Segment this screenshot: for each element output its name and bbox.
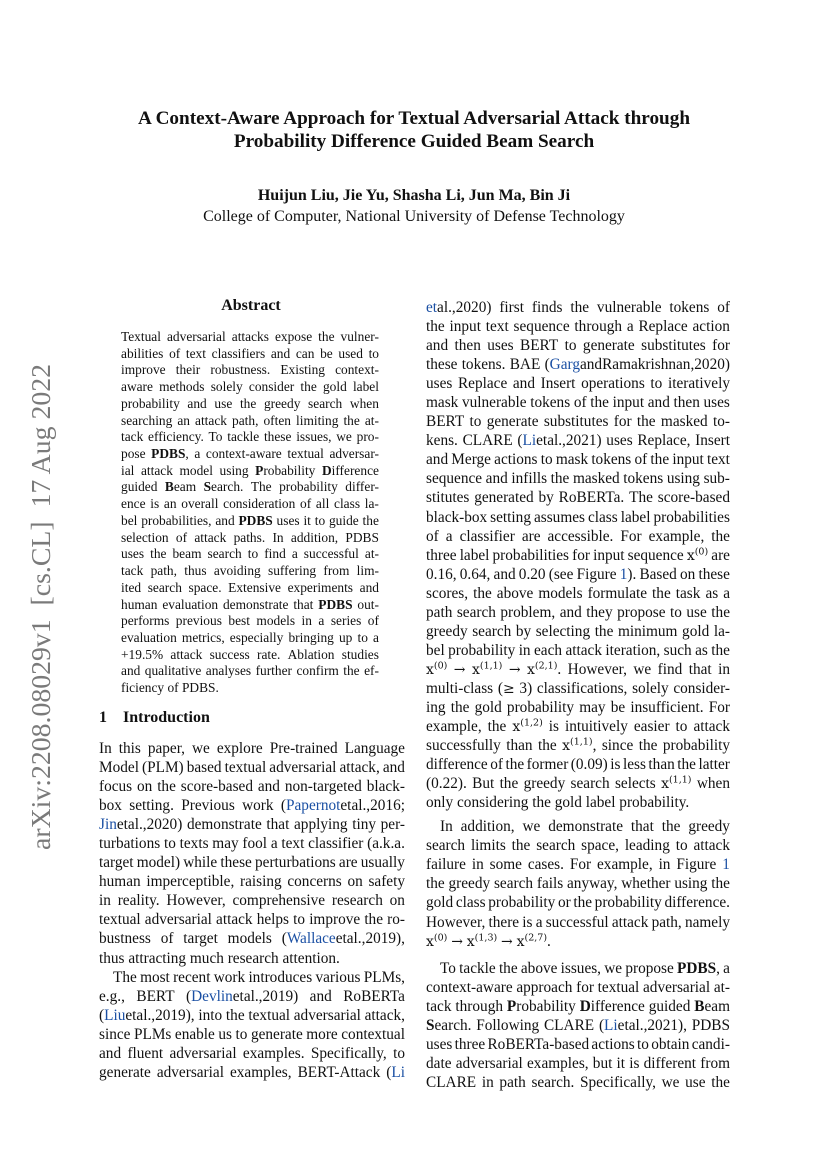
text-line: BERT to generate substitutes for the masked to- — [426, 413, 730, 431]
text-line: search limits the search space, leading to attack — [426, 837, 730, 855]
text-line: Model (PLM) based textual adversarial attack, and — [99, 759, 405, 777]
text-line: pose PDBS, a context-aware textual adversar- — [121, 446, 379, 462]
text-line: improve their robustness. Existing context- — [121, 362, 379, 378]
text-line: stitutes generated by RoBERTa. The score-based — [426, 489, 730, 507]
text-line: sequence and infills the masked tokens using sub- — [426, 470, 730, 488]
text-line: bustness of target models (Wallaceetal.,2019), — [99, 930, 405, 948]
text-line: In this paper, we explore Pre-trained Language — [99, 740, 405, 757]
text-line: and qualitative analyses further confirm the ef- — [121, 663, 379, 679]
text-line: black-box setting assumes class label probabilities — [426, 508, 730, 526]
text-line: e.g., BERT (Devlinetal.,2019) and RoBERTa — [99, 987, 405, 1005]
text-line: CLARE in path search. Specifically, we use the — [426, 1073, 730, 1091]
text-line: context-aware approach for textual adversarial at- — [426, 978, 730, 996]
text-line: and then uses BERT to generate substitutes for — [426, 337, 730, 355]
arxiv-stamp — [8, 362, 66, 852]
text-line: However, there is a successful attack path, namely — [426, 913, 730, 931]
intro-right-column — [426, 298, 730, 1092]
text-line: ficiency of PDBS. — [121, 680, 219, 696]
text-line: target model) while these perturbations are usually — [99, 854, 405, 872]
author-list: Huijun Liu, Jie Yu, Shasha Li, Jun Ma, Bin Ji — [257, 187, 571, 204]
text-line: and Merge actions to mask tokens of the input text — [426, 451, 730, 469]
text-line: +19.5% attack success rate. Ablation studies — [121, 646, 379, 662]
text-line: failure in some cases. For example, in Figure 1 — [426, 856, 730, 874]
arxiv-stamp-text: arXiv:2208.08029v1 [cs.CL] 17 Aug 2022 — [25, 368, 56, 850]
text-line: thus attracting much research attention. — [99, 949, 340, 967]
text-line: 0.16, 0.64, and 0.20 (see Figure 1). Based on these — [426, 565, 730, 583]
text-line: these tokens. BAE (GargandRamakrishnan,2020) — [426, 356, 730, 374]
text-line: multi-class (≥ 3) classifications, solely consider- — [426, 679, 730, 697]
text-line: the input text sequence through a Replace action — [426, 318, 730, 336]
text-line: $x^{(0)}$ → $x^{(1,1)}$ → $x^{(2,1)}$. However, we find that in — [426, 660, 730, 678]
text-line: probability and use the greedy search when — [121, 395, 379, 411]
text-line: $x^{(0)} \to x^{(1,3)} \to x^{(2,7)}$. — [426, 931, 551, 950]
text-line: Jinetal.,2020) demonstrate that applying tiny per- — [99, 816, 405, 834]
text-line: In addition, we demonstrate that the greedy — [440, 818, 730, 836]
affiliation: College of Computer, National University of Defense Technology — [203, 208, 625, 225]
text-line: date adversarial examples, but it is different from — [426, 1054, 730, 1072]
text-line: etal.,2020) first finds the vulnerable tokens of — [426, 299, 730, 316]
text-line: Search. Following CLARE (Lietal.,2021), PDBS — [426, 1016, 730, 1034]
text-line: selection of attack paths. In addition, PDBS — [121, 529, 379, 545]
section-number: 1 — [99, 709, 107, 726]
text-line: tack through Probability Difference guided Beam — [426, 997, 730, 1015]
text-line: kens. CLARE (Lietal.,2021) uses Replace, Insert — [426, 432, 730, 450]
text-line: ial attack model using Probability Difference — [121, 462, 379, 478]
arxiv-stamp-graphic — [8, 362, 66, 852]
text-line: successfully than the $x^{(1,1)}$, since the probability — [426, 736, 730, 755]
text-line: example, the $x^{(1,2)}$ is intuitively easier to attack — [426, 717, 730, 736]
text-line: To tackle the above issues, we propose PDBS, a — [440, 959, 730, 977]
text-line: searching an attack path, often limiting the at- — [121, 412, 379, 428]
paper-title — [60, 107, 768, 153]
text-line: human evaluation demonstrate that PDBS out- — [121, 596, 379, 612]
text-line: difference of the former (0.09) is less than the latter — [426, 756, 730, 774]
text-line: generate adversarial examples, BERT-Attack (Li — [99, 1063, 405, 1081]
text-line: performs previous best models in a series of — [121, 613, 379, 629]
text-line: (Liuetal.,2019), into the textual adversarial attack, — [99, 1006, 405, 1024]
text-line: focus on the score-based and non-targeted black- — [99, 778, 405, 796]
abstract-body — [121, 329, 379, 697]
text-line: evaluation metrics, especially bringing up to a — [121, 629, 379, 645]
text-line: greedy search by selecting the minimum gold la- — [426, 622, 730, 640]
text-line: since PLMs enable us to generate more contextual — [99, 1025, 405, 1043]
abstract-heading: Abstract — [221, 297, 281, 314]
text-line: scores, the above models formulate the task as a — [426, 584, 730, 602]
text-line: ited search space. Extensive experiments and — [121, 579, 379, 595]
text-line: three label probabilities for input sequence $x^{(0)}$ are — [426, 545, 730, 564]
text-line: ing the gold probability may be insufficient. For — [426, 698, 730, 716]
text-line: textual adversarial attack helps to improve the ro- — [99, 911, 405, 929]
text-line: turbations to texts may fool a text classifier (a.k.a. — [99, 835, 405, 853]
text-line: gold class probability or the probability difference. — [426, 894, 730, 912]
text-line: The most recent work introduces various PLMs, — [113, 968, 405, 986]
text-line: uses the beam search to find a successful at- — [121, 546, 379, 562]
text-line: uses Replace and Insert operations to iteratively — [426, 375, 730, 393]
text-line: ence is an overall consideration of all class la- — [121, 496, 379, 512]
text-line: guided Beam Search. The probability differ- — [121, 479, 379, 495]
text-line: path search problem, and they propose to use the — [426, 603, 730, 621]
text-line: bel probability in each attack iteration, such as the — [426, 641, 730, 659]
text-line: in reality. However, comprehensive research on — [99, 892, 405, 910]
section-heading — [99, 708, 210, 728]
title-line: A Context-Aware Approach for Textual Adversarial Attack through — [137, 108, 690, 129]
text-line: Textual adversarial attacks expose the vulner- — [121, 329, 379, 344]
section-title: Introduction — [123, 709, 210, 726]
text-line: the greedy search fails anyway, whether using the — [426, 875, 730, 893]
text-line: human imperceptible, raising concerns on safety — [99, 873, 405, 891]
text-line: (0.22). But the greedy search selects $x^{(1,1)}$ when — [426, 774, 730, 793]
text-line: uses three RoBERTa-based actions to obtain candi- — [426, 1035, 730, 1053]
text-line: bel probabilities, and PDBS uses it to guide the — [121, 512, 379, 528]
text-line: only considering the gold label probability. — [426, 794, 690, 812]
text-line: and fluent adversarial examples. Specifically, to — [99, 1044, 405, 1062]
text-line: abilities of text classifiers and can be used to — [121, 345, 379, 361]
title-line: Probability Difference Guided Beam Search — [233, 131, 595, 152]
text-line: mask vulnerable tokens of the input and then uses — [426, 394, 730, 412]
text-line: aware methods solely consider the gold label — [121, 379, 379, 395]
text-line: box setting. Previous work (Papernotetal.,2016; — [99, 797, 405, 815]
intro-left-column — [99, 739, 405, 1082]
text-line: of a classifier are accessible. For example, the — [426, 527, 730, 545]
text-line: tack efficiency. To tackle these issues, we pro- — [121, 429, 379, 445]
text-line: tack path, thus avoiding suffering from lim- — [121, 563, 379, 579]
